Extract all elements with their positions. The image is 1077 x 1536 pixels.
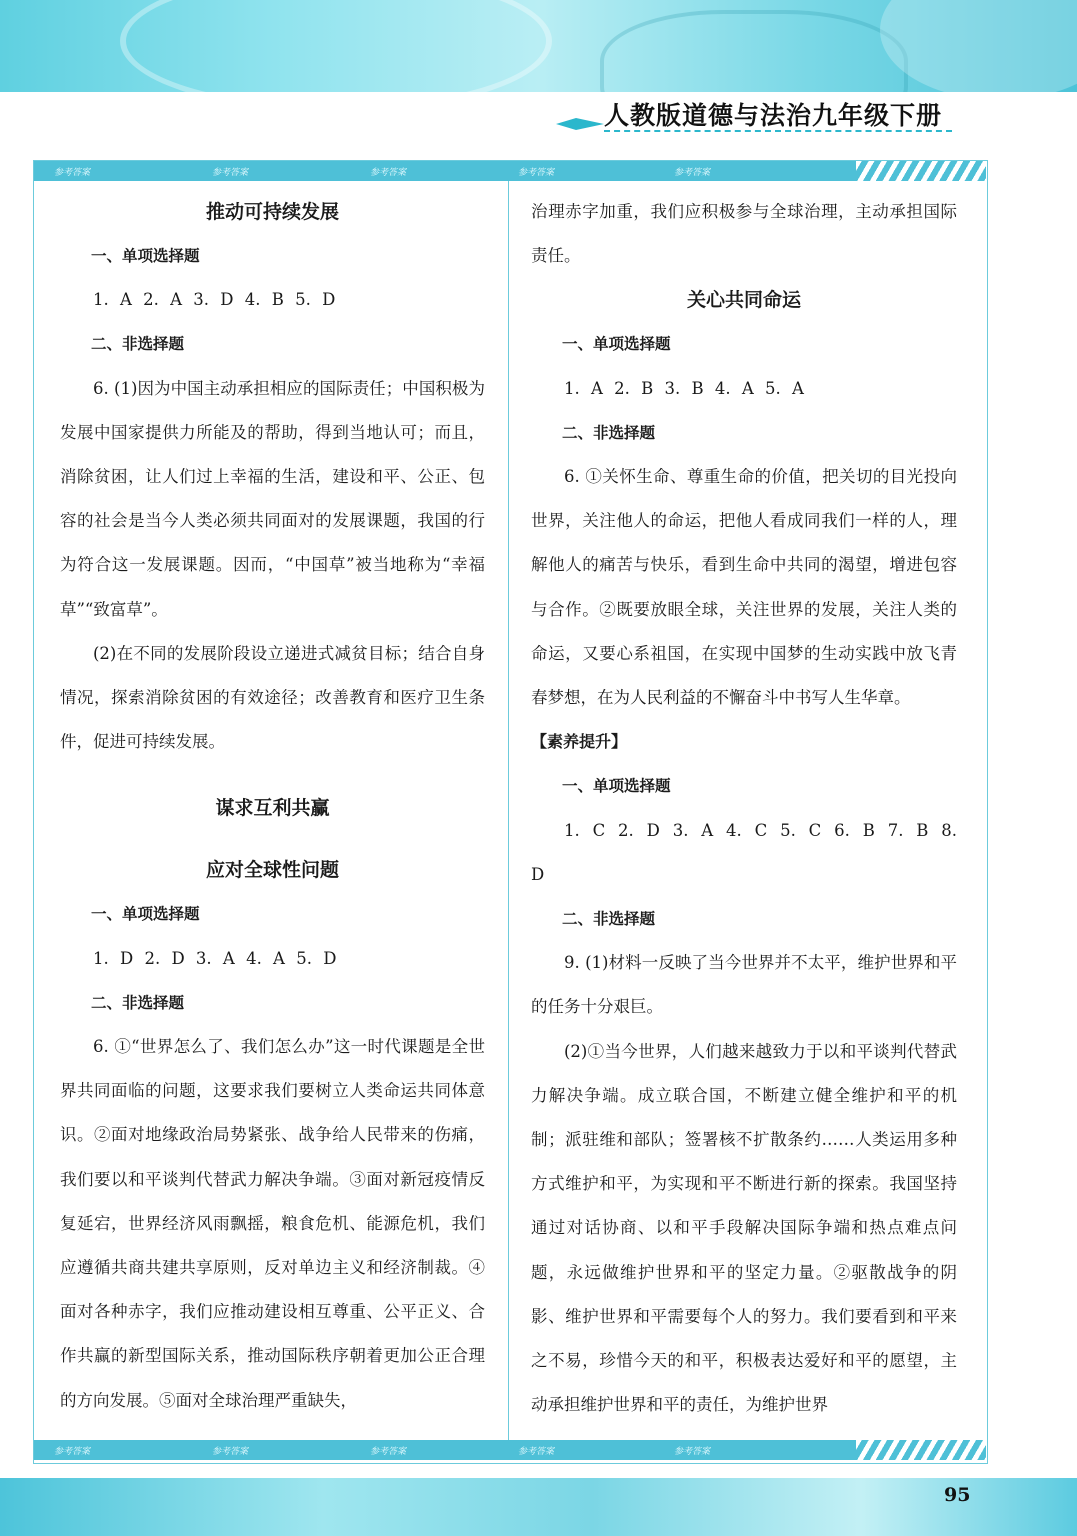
answer-line: 1. C 2. D 3. A 4. C 5. C 6. B 7. B 8. D — [531, 820, 957, 884]
subsection-heading: 二、非选择题 — [562, 910, 656, 929]
bar-tag: 参考答案 — [674, 1447, 711, 1457]
subsection-heading: 一、单项选择题 — [562, 777, 671, 796]
bar-tag: 参考答案 — [212, 168, 249, 178]
column-divider — [508, 181, 509, 1440]
banner-swirl — [880, 0, 1077, 92]
bar-tag: 参考答案 — [212, 1447, 249, 1457]
subsection-heading: 一、单项选择题 — [91, 247, 200, 265]
answer-paragraph: 9. (1)材料一反映了当今世界并不太平，维护世界和平的任务十分艰巨。 — [531, 953, 957, 1017]
answer-paragraph: 6. ①关怀生命、尊重生命的价值，把关切的目光投向世界，关注他人的命运，把他人看成同我们一样的人，理解他人的痛苦与快乐，看到生命中共同的渴望，增进包容与合作。②既要放眼全球，关注世界的发展，关注人类的命运，又要心系祖国，在实现中国梦的生动实践中放飞青春梦想，在为人民利益的不懈奋斗中书写人生华章。 — [531, 467, 957, 708]
section-box-title: 【素养提升】 — [531, 732, 628, 752]
arrow-icon — [556, 118, 604, 130]
answer-paragraph: (2)在不同的发展阶段设立递进式减贫目标；结合自身情况，探索消除贫困的有效途径；改善教育和医疗卫生条件，促进可持续发展。 — [60, 643, 485, 752]
page-number: 95 — [944, 1484, 971, 1506]
bottom-decorative-banner — [0, 1478, 1077, 1536]
bar-tag: 参考答案 — [370, 168, 407, 178]
subsection-heading: 二、非选择题 — [562, 423, 656, 442]
section-title: 推动可持续发展 — [205, 201, 339, 223]
top-decorative-banner — [0, 0, 1077, 92]
bar-stripes — [856, 1440, 986, 1460]
subsection-heading: 二、非选择题 — [91, 993, 185, 1012]
bar-tag: 参考答案 — [674, 168, 711, 178]
answer-line: 1. A 2. A 3. D 4. B 5. D — [93, 290, 336, 310]
book-title: 人教版道德与法治九年级下册 — [604, 101, 943, 130]
subsection-heading: 一、单项选择题 — [562, 335, 671, 354]
bar-tag: 参考答案 — [518, 1447, 555, 1457]
answer-paragraph: (2)①当今世界，人们越来越致力于以和平谈判代替武力解决争端。成立联合国，不断建立健全维护和平的机制；派驻维和部队；签署核不扩散条约……人类运用多种方式维护和平，为实现和平不断进行新的探索。我国坚持通过对话协商、以和平手段解决国际争端和热点难点问题，永远做维护世界和平的坚定力量。②驱散战争的阴影、维护世界和平需要每个人的努力。我们要看到和平来之不易，珍惜今天的和平，积极表达爱好和平的愿望，主动承担维护世界和平的责任，为维护世界 — [531, 1041, 957, 1415]
subsection-heading: 一、单项选择题 — [91, 905, 200, 924]
banner-swirl — [120, 0, 552, 92]
bar-stripes — [856, 161, 986, 181]
answer-line: 1. A 2. B 3. B 4. A 5. A — [564, 378, 804, 398]
top-frame-bar — [34, 161, 986, 181]
bar-tag: 参考答案 — [370, 1447, 407, 1457]
banner-swirl — [600, 10, 908, 92]
bottom-frame-bar — [34, 1440, 986, 1460]
answer-line: 1. D 2. D 3. A 4. A 5. D — [93, 948, 337, 968]
section-title: 应对全球性问题 — [205, 859, 339, 882]
answer-paragraph: 6. (1)因为中国主动承担相应的国际责任；中国积极为发展中国家提供力所能及的帮助，得到当地认可；而且，消除贫困，让人们过上幸福的生活，建设和平、公正、包容的社会是当今人类必须共同面对的发展课题，我国的行为符合这一发展课题。因而，“中国草”被当地称为“幸福草”“致富草”。 — [60, 378, 485, 619]
section-title: 关心共同命运 — [686, 289, 801, 312]
bar-tag: 参考答案 — [54, 168, 91, 178]
title-underline — [604, 130, 952, 132]
bar-tag: 参考答案 — [518, 168, 555, 178]
bar-tag: 参考答案 — [54, 1447, 91, 1457]
unit-title: 谋求互利共赢 — [215, 797, 330, 820]
subsection-heading: 二、非选择题 — [91, 335, 185, 354]
right-column — [531, 190, 957, 1427]
answer-paragraph: 治理赤字加重，我们应积极参与全球治理，主动承担国际责任。 — [531, 202, 957, 266]
answer-paragraph: 6. ①“世界怎么了、我们怎么办”这一时代课题是全世界共同面临的问题，这要求我们要树立人类命运共同体意识。②面对地缘政治局势紧张、战争给人民带来的伤痛，我们要以和平谈判代替武力解决争端。③面对新冠疫情反复延宕，世界经济风雨飘摇，粮食危机、能源危机，我们应遵循共商共建共享原则，反对单边主义和经济制裁。④面对各种赤字，我们应推动建设相互尊重、公平正义、合作共赢的新型国际关系，推动国际秩序朝着更加公正合理的方向发展。⑤面对全球治理严重缺失， — [60, 1037, 485, 1410]
left-column — [60, 190, 485, 1423]
